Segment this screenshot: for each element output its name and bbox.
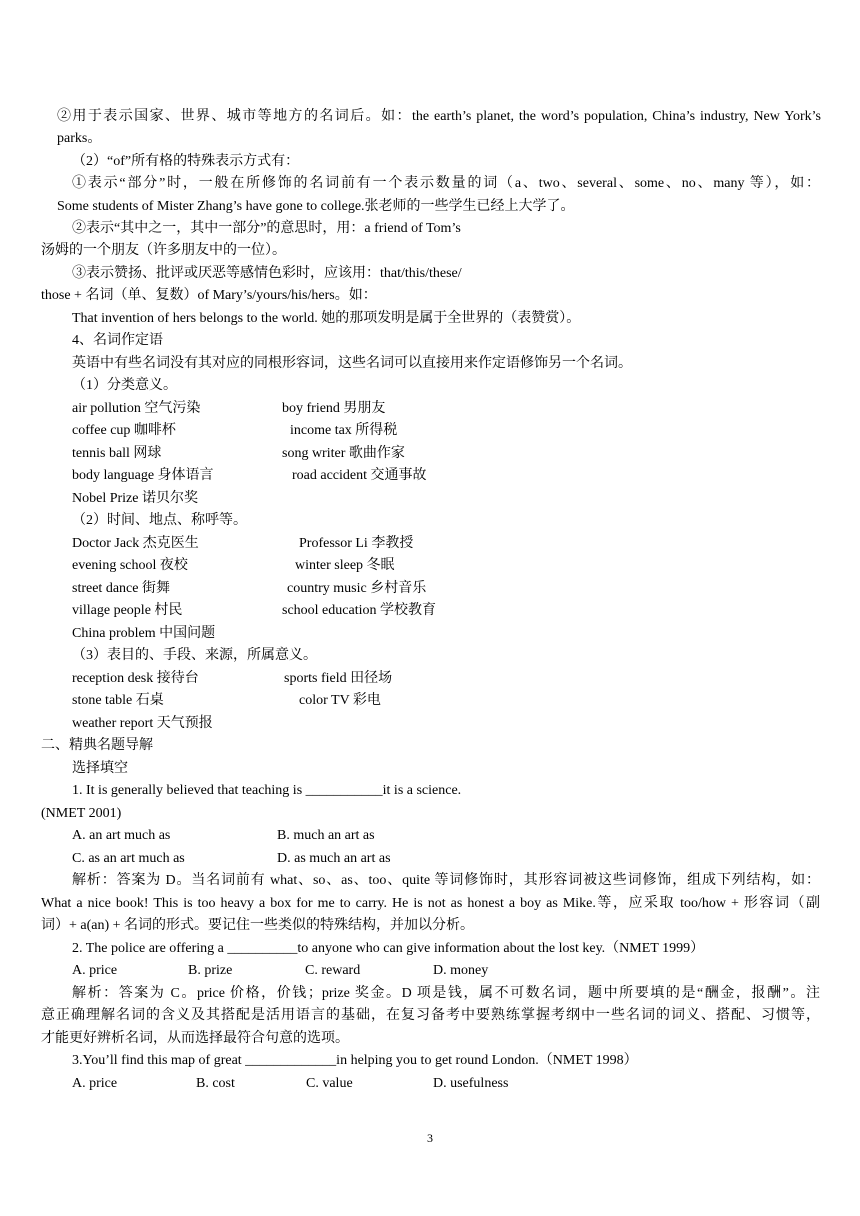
paragraph-line: That invention of hers belongs to the world. 她的那项发明是属于全世界的（表赞赏）。 <box>72 311 581 326</box>
option-a: A. price <box>72 1076 118 1091</box>
term-right: country music 乡村音乐 <box>287 581 427 596</box>
analysis-line: What a nice book! This is too heavy a box for me to carry. He is not as honest a boy as Mike.等，应采取 too/how + 形容词（副 <box>41 896 820 911</box>
term-right: song writer 歌曲作家 <box>282 446 405 461</box>
analysis-line: 词）+ a(an) + 名词的形式。要记住一些类似的特殊结构，并加以分析。 <box>41 918 475 933</box>
term-right: color TV 彩电 <box>299 693 381 708</box>
subheading: （1）分类意义。 <box>72 378 177 393</box>
option-d: D. usefulness <box>433 1076 509 1091</box>
term-left: village people 村民 <box>72 603 183 618</box>
option-d: D. money <box>433 963 489 978</box>
paragraph-line: 英语中有些名词没有其对应的同根形容词，这些名词可以直接用来作定语修饰另一个名词。 <box>72 356 632 371</box>
term-right: Professor Li 李教授 <box>299 536 414 551</box>
section-heading: 4、名词作定语 <box>72 333 163 348</box>
term-right: income tax 所得税 <box>290 423 398 438</box>
term-right: school education 学校教育 <box>282 603 436 618</box>
term-right: road accident 交通事故 <box>292 468 427 483</box>
analysis-line: 解析：答案为 D。当名词前有 what、so、as、too、quite 等词修饰时，其形容词被这些词修饰，组成下列结构，如： <box>72 873 820 888</box>
paragraph-line: Some students of Mister Zhang’s have gone to college.张老师的一些学生已经上大学了。 <box>57 199 575 214</box>
term-left: evening school 夜校 <box>72 558 188 573</box>
paragraph-line: ①表示“部分”时，一般在所修饰的名词前有一个表示数量的词（a、two、several、some、no、many 等），如： <box>72 176 820 191</box>
option-c: C. as an art much as <box>72 851 185 866</box>
option-a: A. an art much as <box>72 828 171 843</box>
option-b: B. cost <box>196 1076 235 1091</box>
term-left: China problem 中国问题 <box>72 626 216 641</box>
paragraph-line: ②用于表示国家、世界、城市等地方的名词后。如：the earth’s planet, the word’s population, China’s industry, New York’s <box>57 109 821 124</box>
question-source: (NMET 2001) <box>41 806 122 821</box>
section-heading: 二、精典名题导解 <box>41 738 153 753</box>
analysis-line: 解析：答案为 C。price 价格，价钱；prize 奖金。D 项是钱，属不可数名词，题中所要填的是“酬金，报酬”。注 <box>72 986 820 1001</box>
analysis-line: 意正确理解名词的含义及其搭配是活用语言的基础，在复习备考中要熟练掌握考纲中一些名词的词义、搭配、习惯等， <box>41 1008 820 1023</box>
term-right: winter sleep 冬眠 <box>295 558 395 573</box>
term-left: coffee cup 咖啡杯 <box>72 423 176 438</box>
paragraph-line: parks。 <box>57 131 102 146</box>
paragraph-line: ③表示赞扬、批评或厌恶等感情色彩时，应该用：that/this/these/ <box>72 266 462 281</box>
paragraph-line: ②表示“其中之一，其中一部分”的意思时，用：a friend of Tom’s <box>72 221 461 236</box>
paragraph-line: 汤姆的一个朋友（许多朋友中的一位）。 <box>41 243 286 258</box>
term-left: body language 身体语言 <box>72 468 214 483</box>
option-c: C. value <box>306 1076 353 1091</box>
term-left: stone table 石桌 <box>72 693 164 708</box>
subheading: （3）表目的、手段、来源，所属意义。 <box>72 648 317 663</box>
option-d: D. as much an art as <box>277 851 391 866</box>
question-stem: 3.You’ll find this map of great _____________in helping you to get round London.（NMET 1998） <box>72 1053 638 1068</box>
term-left: Doctor Jack 杰克医生 <box>72 536 199 551</box>
term-left: tennis ball 网球 <box>72 446 162 461</box>
question-stem: 1. It is generally believed that teaching is ___________it is a science. <box>72 783 462 798</box>
option-b: B. much an art as <box>277 828 375 843</box>
subheading: 选择填空 <box>72 761 128 776</box>
term-left: reception desk 接待台 <box>72 671 199 686</box>
page-number: 3 <box>427 1131 433 1145</box>
term-right: sports field 田径场 <box>284 671 393 686</box>
paragraph-line: those + 名词（单、复数）of Mary’s/yours/his/hers。如： <box>41 288 377 303</box>
term-left: street dance 街舞 <box>72 581 170 596</box>
option-a: A. price <box>72 963 118 978</box>
subheading: （2）“of”所有格的特殊表示方式有： <box>72 154 300 169</box>
option-c: C. reward <box>305 963 361 978</box>
term-left: Nobel Prize 诺贝尔奖 <box>72 491 198 506</box>
term-left: air pollution 空气污染 <box>72 401 201 416</box>
analysis-line: 才能更好辨析名词，从而选择最符合句意的选项。 <box>41 1031 349 1046</box>
option-b: B. prize <box>188 963 233 978</box>
question-stem: 2. The police are offering a __________to anyone who can give information about the lost key.（NMET 1999） <box>72 941 705 956</box>
term-left: weather report 天气预报 <box>72 716 213 731</box>
subheading: （2）时间、地点、称呼等。 <box>72 513 247 528</box>
term-right: boy friend 男朋友 <box>282 401 386 416</box>
